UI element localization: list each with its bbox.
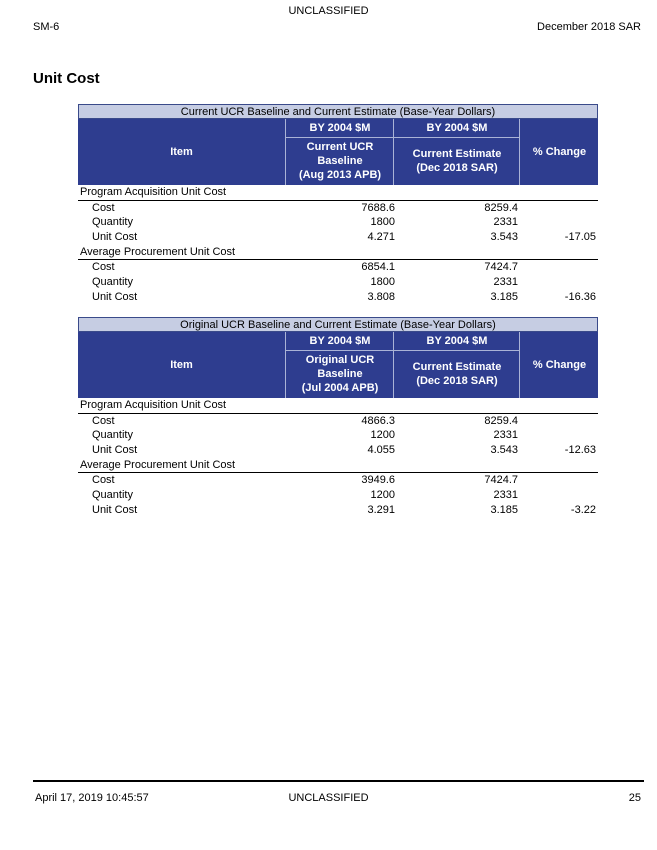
baseline-value: 4.055 xyxy=(367,444,395,457)
program-name: SM-6 xyxy=(33,21,60,33)
page-number: 25 xyxy=(628,792,641,804)
group-row xyxy=(78,458,598,474)
current-value: 2331 xyxy=(493,216,518,229)
current-value: 7424.7 xyxy=(484,261,518,274)
baseline-value: 7688.6 xyxy=(361,201,395,214)
row-label: Quantity xyxy=(92,276,133,289)
header-baseline: Current UCR Baseline (Aug 2013 APB) xyxy=(285,137,394,185)
table-caption: Original UCR Baseline and Current Estimate (Base-Year Dollars) xyxy=(78,317,598,332)
baseline-value: 3949.6 xyxy=(361,474,395,487)
header-by-baseline: BY 2004 $M xyxy=(285,119,394,138)
header-by-baseline: BY 2004 $M xyxy=(285,332,394,351)
row-label: Quantity xyxy=(92,489,133,502)
table-row xyxy=(78,230,598,245)
table-caption: Current UCR Baseline and Current Estimate (Base-Year Dollars) xyxy=(78,104,598,119)
row-label: Quantity xyxy=(92,216,133,229)
table-row xyxy=(78,473,598,488)
baseline-value: 3.291 xyxy=(367,503,395,516)
header-current-estimate: Current Estimate (Dec 2018 SAR) xyxy=(393,350,520,398)
current-value: 8259.4 xyxy=(484,414,518,427)
header-by-current: BY 2004 $M xyxy=(393,119,520,138)
group-row xyxy=(78,185,598,201)
footer-timestamp: April 17, 2019 10:45:57 xyxy=(35,792,149,804)
baseline-value: 1200 xyxy=(370,429,395,442)
baseline-value: 6854.1 xyxy=(361,261,395,274)
table-row xyxy=(78,201,598,216)
current-value: 2331 xyxy=(493,429,518,442)
baseline-value: 1800 xyxy=(370,216,395,229)
row-label: Cost xyxy=(92,414,115,427)
baseline-value: 3.808 xyxy=(367,290,395,303)
group-label: Program Acquisition Unit Cost xyxy=(80,399,227,411)
current-value: 3.543 xyxy=(490,444,518,457)
footer-divider xyxy=(33,780,644,782)
table-row xyxy=(78,290,598,305)
table-header xyxy=(78,332,598,398)
table-row xyxy=(78,443,598,458)
pct-change-value: -3.22 xyxy=(570,503,596,516)
group-row xyxy=(78,398,598,414)
header-item: Item xyxy=(170,359,193,371)
header-by-current: BY 2004 $M xyxy=(393,332,520,351)
pct-change-value: -12.63 xyxy=(564,444,596,457)
classification-banner-bottom: UNCLASSIFIED xyxy=(288,792,369,804)
report-name: December 2018 SAR xyxy=(537,21,641,33)
row-label: Unit Cost xyxy=(92,503,138,516)
current-value: 2331 xyxy=(493,489,518,502)
header-baseline: Original UCR Baseline (Jul 2004 APB) xyxy=(285,350,394,398)
header-item: Item xyxy=(170,146,193,158)
table-row xyxy=(78,215,598,230)
current-value: 7424.7 xyxy=(484,474,518,487)
header-pct-change: % Change xyxy=(519,119,599,185)
table-row xyxy=(78,414,598,429)
header-current-estimate: Current Estimate (Dec 2018 SAR) xyxy=(393,137,520,185)
row-label: Unit Cost xyxy=(92,290,138,303)
table-row xyxy=(78,428,598,443)
row-label: Unit Cost xyxy=(92,231,138,244)
table-row xyxy=(78,488,598,503)
section-title: Unit Cost xyxy=(33,70,100,87)
classification-banner-top: UNCLASSIFIED xyxy=(288,5,369,17)
current-value: 8259.4 xyxy=(484,201,518,214)
row-label: Cost xyxy=(92,474,115,487)
table-row xyxy=(78,260,598,275)
unit-cost-table-current xyxy=(78,104,598,305)
baseline-value: 1200 xyxy=(370,489,395,502)
table-row xyxy=(78,503,598,518)
baseline-value: 4.271 xyxy=(367,231,395,244)
group-label: Program Acquisition Unit Cost xyxy=(80,186,227,198)
baseline-value: 4866.3 xyxy=(361,414,395,427)
unit-cost-table-original xyxy=(78,317,598,518)
pct-change-value: -17.05 xyxy=(564,231,596,244)
current-value: 3.543 xyxy=(490,231,518,244)
baseline-value: 1800 xyxy=(370,276,395,289)
row-label: Quantity xyxy=(92,429,133,442)
row-label: Cost xyxy=(92,201,115,214)
row-label: Cost xyxy=(92,261,115,274)
row-label: Unit Cost xyxy=(92,444,138,457)
current-value: 2331 xyxy=(493,276,518,289)
current-value: 3.185 xyxy=(490,290,518,303)
header-pct-change: % Change xyxy=(519,332,599,398)
pct-change-value: -16.36 xyxy=(564,290,596,303)
current-value: 3.185 xyxy=(490,503,518,516)
group-label: Average Procurement Unit Cost xyxy=(80,458,236,471)
group-row xyxy=(78,245,598,261)
table-header xyxy=(78,119,598,185)
table-row xyxy=(78,275,598,290)
group-label: Average Procurement Unit Cost xyxy=(80,245,236,258)
